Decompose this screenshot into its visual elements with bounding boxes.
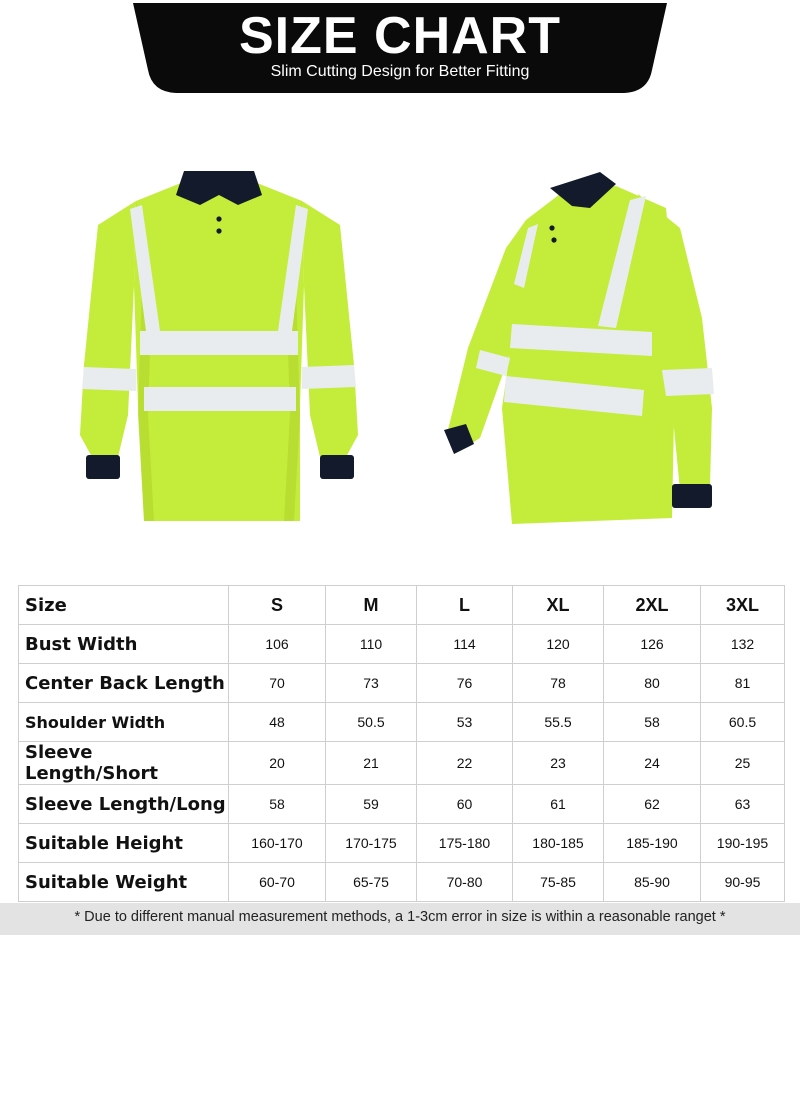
table-cell: 70-80	[417, 863, 513, 902]
table-row-suitable-weight	[19, 863, 785, 902]
table-cell: 132	[701, 625, 785, 664]
table-cell: 60-70	[229, 863, 326, 902]
row-label: Suitable Height	[19, 824, 229, 863]
table-row-shoulder-width	[19, 703, 785, 742]
row-label: Sleeve Length/Short	[19, 742, 229, 785]
column-header-3xl: 3XL	[701, 586, 785, 625]
table-cell: 120	[513, 625, 604, 664]
column-header-2xl: 2XL	[604, 586, 701, 625]
column-header-s: S	[229, 586, 326, 625]
table-cell: 61	[513, 785, 604, 824]
table-row-sleeve-length-short	[19, 742, 785, 785]
table-cell: 126	[604, 625, 701, 664]
row-label: Suitable Weight	[19, 863, 229, 902]
size-chart-banner	[0, 0, 800, 96]
table-cell: 63	[701, 785, 785, 824]
shirt-side-image	[440, 168, 722, 530]
table-cell: 73	[326, 664, 417, 703]
table-cell: 76	[417, 664, 513, 703]
column-header-xl: XL	[513, 586, 604, 625]
table-cell: 60	[417, 785, 513, 824]
table-row-sleeve-length-long	[19, 785, 785, 824]
table-cell: 50.5	[326, 703, 417, 742]
column-header-m: M	[326, 586, 417, 625]
table-cell: 190-195	[701, 824, 785, 863]
table-cell: 23	[513, 742, 604, 785]
table-cell: 78	[513, 664, 604, 703]
table-cell: 114	[417, 625, 513, 664]
table-cell: 160-170	[229, 824, 326, 863]
table-cell: 25	[701, 742, 785, 785]
size-header-label: Size	[19, 586, 229, 625]
table-row-bust-width	[19, 625, 785, 664]
table-cell: 58	[604, 703, 701, 742]
column-header-l: L	[417, 586, 513, 625]
table-cell: 65-75	[326, 863, 417, 902]
row-label: Sleeve Length/Long	[19, 785, 229, 824]
page-title: SIZE CHART	[239, 7, 561, 65]
row-label: Shoulder Width	[19, 703, 229, 742]
table-cell: 75-85	[513, 863, 604, 902]
table-cell: 48	[229, 703, 326, 742]
table-cell: 170-175	[326, 824, 417, 863]
table-cell: 21	[326, 742, 417, 785]
size-table	[18, 585, 785, 902]
table-cell: 62	[604, 785, 701, 824]
table-cell: 185-190	[604, 824, 701, 863]
table-cell: 80	[604, 664, 701, 703]
table-row-suitable-height	[19, 824, 785, 863]
table-row-center-back-length	[19, 664, 785, 703]
row-label: Bust Width	[19, 625, 229, 664]
table-cell: 85-90	[604, 863, 701, 902]
table-cell: 24	[604, 742, 701, 785]
page-subtitle: Slim Cutting Design for Better Fitting	[270, 63, 530, 80]
measurement-note: * Due to different manual measurement methods, a 1-3cm error in size is within a reasonable ranget *	[0, 903, 800, 935]
table-cell: 53	[417, 703, 513, 742]
table-cell: 55.5	[513, 703, 604, 742]
table-cell: 180-185	[513, 824, 604, 863]
table-cell: 110	[326, 625, 417, 664]
table-cell: 175-180	[417, 824, 513, 863]
table-cell: 81	[701, 664, 785, 703]
row-label: Center Back Length	[19, 664, 229, 703]
table-header-row	[19, 586, 785, 625]
shirt-front-image	[78, 165, 360, 527]
table-cell: 22	[417, 742, 513, 785]
table-cell: 90-95	[701, 863, 785, 902]
table-cell: 59	[326, 785, 417, 824]
table-cell: 58	[229, 785, 326, 824]
table-cell: 20	[229, 742, 326, 785]
table-cell: 70	[229, 664, 326, 703]
table-cell: 106	[229, 625, 326, 664]
table-cell: 60.5	[701, 703, 785, 742]
